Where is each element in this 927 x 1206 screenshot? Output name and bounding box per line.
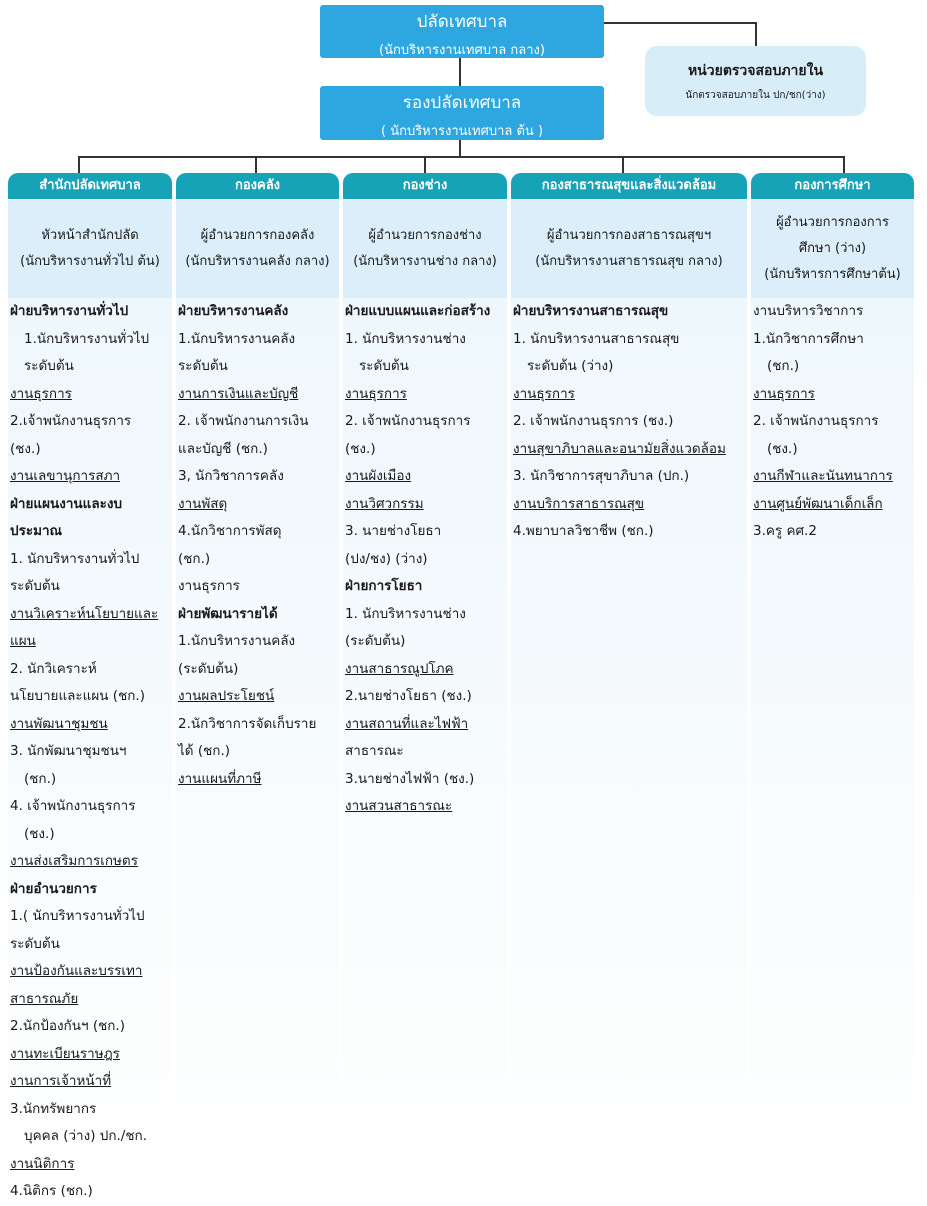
division-items-3: [345, 298, 507, 821]
position-entry: 1.( นักบริหารงานทั่วไป: [10, 908, 145, 924]
division-head-line: ผู้อำนวยการกองการ: [776, 215, 889, 230]
connector-drop-3: [424, 156, 426, 173]
position-entry: 4.พยาบาลวิชาชีพ (ชก.): [513, 523, 654, 539]
division-head-5: [751, 200, 914, 298]
position-entry: 2. นักวิเคราะห์: [10, 660, 97, 677]
section-heading: ประมาณ: [10, 523, 63, 539]
division-head-line: ศึกษา (ว่าง): [798, 241, 867, 256]
division-tab-3: กองช่าง: [343, 173, 507, 199]
position-entry: 1. นักบริหารงานช่าง: [345, 605, 466, 622]
connector-drop-2: [255, 156, 257, 173]
division-items-1: [10, 298, 172, 1206]
position-entry: 1. นักบริหารงานทั่วไป: [10, 550, 140, 567]
audit-title: หน่วยตรวจสอบภายใน: [687, 63, 824, 79]
audit-subtitle: นักตรวจสอบภายใน ปก/ชก(ว่าง): [685, 90, 826, 101]
position-entry: 3.นายช่างไฟฟ้า (ชง.): [345, 770, 475, 787]
position-entry: และบัญชี (ชก.): [178, 440, 268, 457]
unit-label: งานสุขาภิบาลและอนามัยสิ่งแวดล้อม: [513, 440, 726, 457]
position-entry: ระดับต้น: [178, 358, 228, 374]
connector-drop-1: [78, 156, 80, 173]
position-entry: 1.นักวิชาการศึกษา: [753, 330, 864, 347]
unit-label: งานการเจ้าหน้าที่: [10, 1073, 112, 1089]
position-entry: 2.นักป้องกันฯ (ชก.): [10, 1018, 125, 1034]
position-entry: 3, นักวิชาการคลัง: [178, 468, 284, 484]
connector-deputy-bus: [459, 140, 461, 157]
division-head-4: [511, 200, 747, 298]
position-entry: 1.นักบริหารงานคลัง: [178, 330, 296, 347]
position-entry: (ชก.): [24, 770, 57, 787]
position-entry: 2. เจ้าพนักงานธุรการ (ชง.): [513, 413, 674, 429]
division-tab-1: สำนักปลัดเทศบาล: [8, 173, 172, 199]
unit-label: งานเลขานุการสภา: [10, 468, 121, 484]
position-entry: 2. เจ้าพนักงานการเงิน: [178, 413, 309, 429]
position-entry: ระดับต้น: [24, 358, 74, 374]
unit-label: งานทะเบียนราษฎร: [10, 1045, 120, 1062]
division-head-3: [343, 200, 507, 298]
division-head-line: (นักบริหารงานทั่วไป ต้น): [20, 254, 160, 269]
position-entry: ได้ (ชก.): [178, 743, 231, 759]
position-entry: ระดับต้น: [359, 358, 409, 374]
position-entry: 2. เจ้าพนักงานธุรการ: [345, 413, 471, 429]
audit-box: [645, 46, 866, 116]
position-entry: งานบริหารวิชาการ: [753, 303, 864, 319]
unit-label: งานสาธารณูปโภค: [345, 660, 454, 677]
unit-label: สาธารณภัย: [10, 990, 79, 1007]
position-entry: (ชง.): [10, 440, 41, 457]
unit-label: แผน: [10, 633, 36, 649]
position-entry: 3.นักทรัพยากร: [10, 1100, 97, 1117]
unit-label: งานการเงินและบัญชี: [178, 385, 299, 402]
unit-label: งานส่งเสริมการเกษตร: [10, 853, 138, 869]
section-heading: ฝ่ายอำนวยการ: [10, 880, 97, 897]
unit-label: งานศูนย์พัฒนาเด็กเล็ก: [753, 495, 883, 512]
connector-clerk-deputy: [459, 58, 461, 86]
unit-label: งานวิศวกรรม: [345, 495, 424, 512]
division-head-line: (นักบริหารงานสาธารณสุข กลาง): [535, 254, 723, 269]
position-entry: 1.นักบริหารงานทั่วไป: [24, 330, 150, 347]
unit-label: งานกีฬาและนันทนาการ: [753, 468, 893, 484]
division-head-line: (นักบริหารงานคลัง กลาง): [185, 254, 330, 269]
deputy-clerk-box: [320, 86, 604, 140]
position-entry: 2.เจ้าพนักงานธุรการ: [10, 413, 132, 429]
position-entry: (ชง.): [767, 440, 798, 457]
division-tab-4: กองสาธารณสุขและสิ่งแวดล้อม: [511, 173, 747, 199]
connector-clerk-audit-h: [604, 22, 756, 24]
position-entry: 4.นิติกร (ชก.): [10, 1183, 93, 1199]
section-heading: ฝ่ายการโยธา: [345, 578, 423, 594]
unit-label: งานธุรการ: [10, 385, 72, 402]
position-entry: 1. นักบริหารงานสาธารณสุข: [513, 330, 680, 347]
position-entry: 2. เจ้าพนักงานธุรการ: [753, 413, 879, 429]
unit-label: งานสวนสาธารณะ: [345, 798, 453, 814]
connector-drop-5: [843, 156, 845, 173]
division-head-2: [176, 200, 339, 298]
unit-label: งานพัฒนาชุมชน: [10, 715, 108, 732]
clerk-title: ปลัดเทศบาล: [416, 12, 508, 32]
unit-label: งานธุรการ: [345, 385, 407, 402]
section-heading: ฝ่ายบริหารงานคลัง: [178, 303, 289, 319]
unit-label: งานผังเมือง: [345, 468, 412, 484]
clerk-box: [320, 5, 604, 58]
section-heading: ฝ่ายพัฒนารายได้: [178, 605, 278, 622]
unit-label: งานธุรการ: [513, 385, 575, 402]
position-entry: ระดับต้น: [10, 935, 60, 952]
unit-label: งานผลประโยชน์: [178, 688, 275, 704]
unit-label: งานพัสดุ: [178, 495, 228, 512]
position-entry: (ชก.): [767, 358, 800, 374]
connector-drop-4: [622, 156, 624, 173]
section-heading: ฝ่ายบริหารงานทั่วไป: [10, 303, 129, 319]
position-entry: (ปง/ชง) (ว่าง): [345, 550, 428, 567]
position-entry: 4. เจ้าพนักงานธุรการ: [10, 798, 136, 814]
position-entry: (ชง.): [345, 440, 376, 457]
position-entry: ระดับต้น: [10, 578, 60, 594]
position-entry: (ระดับต้น): [178, 660, 239, 677]
clerk-subtitle: (นักบริหารงานเทศบาล กลาง): [379, 43, 545, 58]
position-entry: งานธุรการ: [178, 578, 240, 594]
position-entry: สาธารณะ: [345, 743, 404, 759]
position-entry: ระดับต้น (ว่าง): [527, 358, 614, 374]
position-entry: 2.นายช่างโยธา (ชง.): [345, 688, 472, 704]
position-entry: 3. นักพัฒนาชุมชนฯ: [10, 743, 127, 759]
division-head-line: ผู้อำนวยการกองคลัง: [200, 228, 315, 243]
position-entry: 3.ครู คศ.2: [753, 523, 817, 539]
division-head-line: (นักบริหารงานช่าง กลาง): [353, 254, 497, 269]
position-entry: 1.นักบริหารงานคลัง: [178, 633, 296, 649]
division-items-5: [753, 298, 914, 546]
position-entry: 3. นายช่างโยธา: [345, 523, 442, 539]
section-heading: ฝ่ายบริหารงานสาธารณสุข: [513, 303, 669, 319]
deputy-title: รองปลัดเทศบาล: [402, 93, 522, 113]
division-head-line: ผู้อำนวยการกองสาธารณสุขฯ: [546, 228, 712, 243]
unit-label: งานนิติการ: [10, 1155, 75, 1172]
division-head-line: ผู้อำนวยการกองช่าง: [368, 228, 482, 243]
position-entry: 3. นักวิชาการสุขาภิบาล (ปก.): [513, 468, 690, 484]
position-entry: 2.นักวิชาการจัดเก็บราย: [178, 715, 317, 732]
position-entry: (ระดับต้น): [345, 633, 406, 649]
connector-horizontal-bus: [78, 156, 845, 158]
unit-label: งานป้องกันและบรรเทา: [10, 963, 143, 979]
position-entry: บุคคล (ว่าง) ปก./ชก.: [24, 1128, 147, 1144]
unit-label: งานธุรการ: [753, 385, 815, 402]
section-heading: ฝ่ายแผนงานและงบ: [10, 495, 123, 512]
connector-clerk-audit-v: [755, 22, 757, 46]
division-items-4: [513, 298, 747, 546]
unit-label: งานบริการสาธารณสุข: [513, 495, 645, 512]
division-items-2: [178, 298, 339, 793]
division-head-line: (นักบริหารการศึกษาต้น): [764, 267, 901, 282]
deputy-subtitle: ( นักบริหารงานเทศบาล ต้น ): [380, 124, 544, 139]
section-heading: ฝ่ายแบบแผนและก่อสร้าง: [345, 303, 491, 319]
position-entry: (ชง.): [24, 825, 55, 842]
position-entry: 1. นักบริหารงานช่าง: [345, 330, 466, 347]
unit-label: งานสถานที่และไฟฟ้า: [345, 715, 469, 732]
unit-label: งานแผนที่ภาษี: [178, 770, 262, 787]
unit-label: งานวิเคราะห์นโยบายและ: [10, 605, 159, 622]
position-entry: 4.นักวิชาการพัสดุ: [178, 523, 282, 539]
division-tab-2: กองคลัง: [176, 173, 339, 199]
division-head-line: หัวหน้าสำนักปลัด: [41, 228, 139, 243]
division-head-1: [8, 200, 172, 298]
division-tab-5: กองการศึกษา: [751, 173, 914, 199]
position-entry: (ชก.): [178, 550, 211, 567]
position-entry: นโยบายและแผน (ชก.): [10, 688, 145, 704]
